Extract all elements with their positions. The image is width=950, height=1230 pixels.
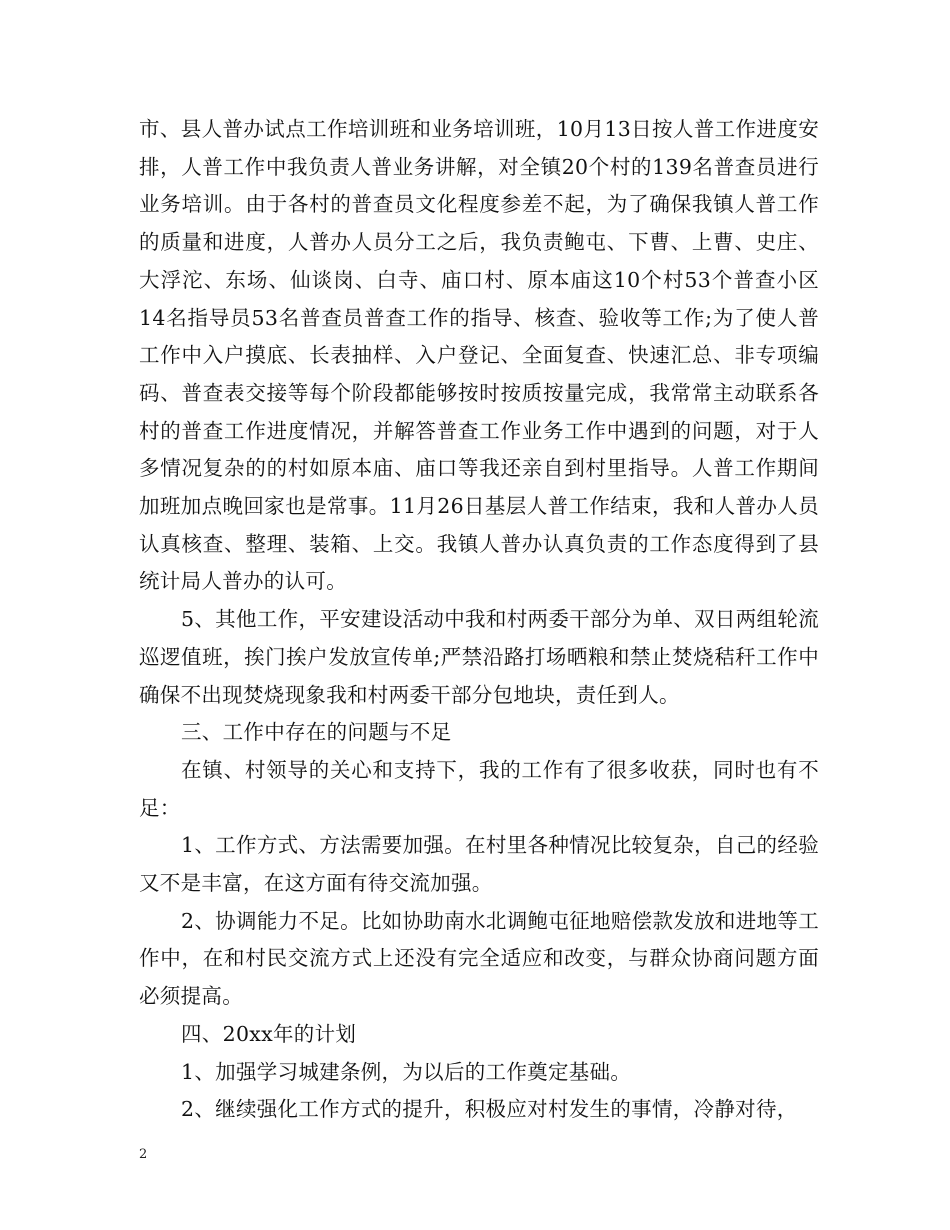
paragraph-plan-1: 1、加强学习城建条例，为以后的工作奠定基础。 [181,1059,632,1084]
section-heading-problems: 三、工作中存在的问题与不足 [181,720,452,745]
paragraph-plan-2: 2、继续强化工作方式的提升，积极应对村发生的事情，冷静对待， [181,1097,798,1122]
paragraph-census-work: 市、县人普办试点工作培训班和业务培训班，10月13日按人普工作进度安排，人普工作中我负责人普业务讲解，对全镇20个村的139名普查员进行业务培训。由于各村的普查员文化程度参差不起，为了确保我镇人普工作的质量和进度，人普办人员分工之后，我负责鲍屯、下曹、上曹、史庄、大浮沱、东场、仙谈岗、白寺、庙口村、原本庙这10个村53个普查小区14名指导员53名普查员普查工作的指导、核查、验收等工作;为了使人普工作中入户摸底、长表抽样、入户登记、全面复查、快速汇总、非专项编码、普查表交接等每个阶段都能够按时按质按量完成，我常常主动联系各村的普查工作进度情况，并解答普查工作业务工作中遇到的问题，对于人多情况复杂的的村如原本庙、庙口等我还亲自到村里指导。人普工作期间加班加点晚回家也是常事。11月26日基层人普工作结束，我和人普办人员认真核查、整理、装箱、上交。我镇人普办认真负责的工作态度得到了县统计局人普办的认可。 [139,117,819,594]
page-number: 2 [139,1147,148,1162]
paragraph-problem-2: 2、协调能力不足。比如协助南水北调鲍屯征地赔偿款发放和进地等工作中，在和村民交流方式上还没有完全适应和改变，与群众协商问题方面必须提高。 [139,908,819,1009]
section-heading-plan: 四、20xx年的计划 [181,1021,357,1046]
paragraph-other-work: 5、其他工作，平安建设活动中我和村两委干部分为单、双日两组轮流巡逻值班，挨门挨户发放宣传单;严禁沿路打场晒粮和禁止焚烧秸秆工作中确保不出现焚烧现象我和村两委干部分包地块，责任到人。 [139,607,819,707]
paragraph-problems-intro: 在镇、村领导的关心和支持下，我的工作有了很多收获，同时也有不足： [139,757,819,820]
body-text [139,111,819,1129]
paragraph-problem-1: 1、工作方式、方法需要加强。在村里各种情况比较复杂，自己的经验又不是丰富，在这方面有待交流加强。 [139,833,819,896]
